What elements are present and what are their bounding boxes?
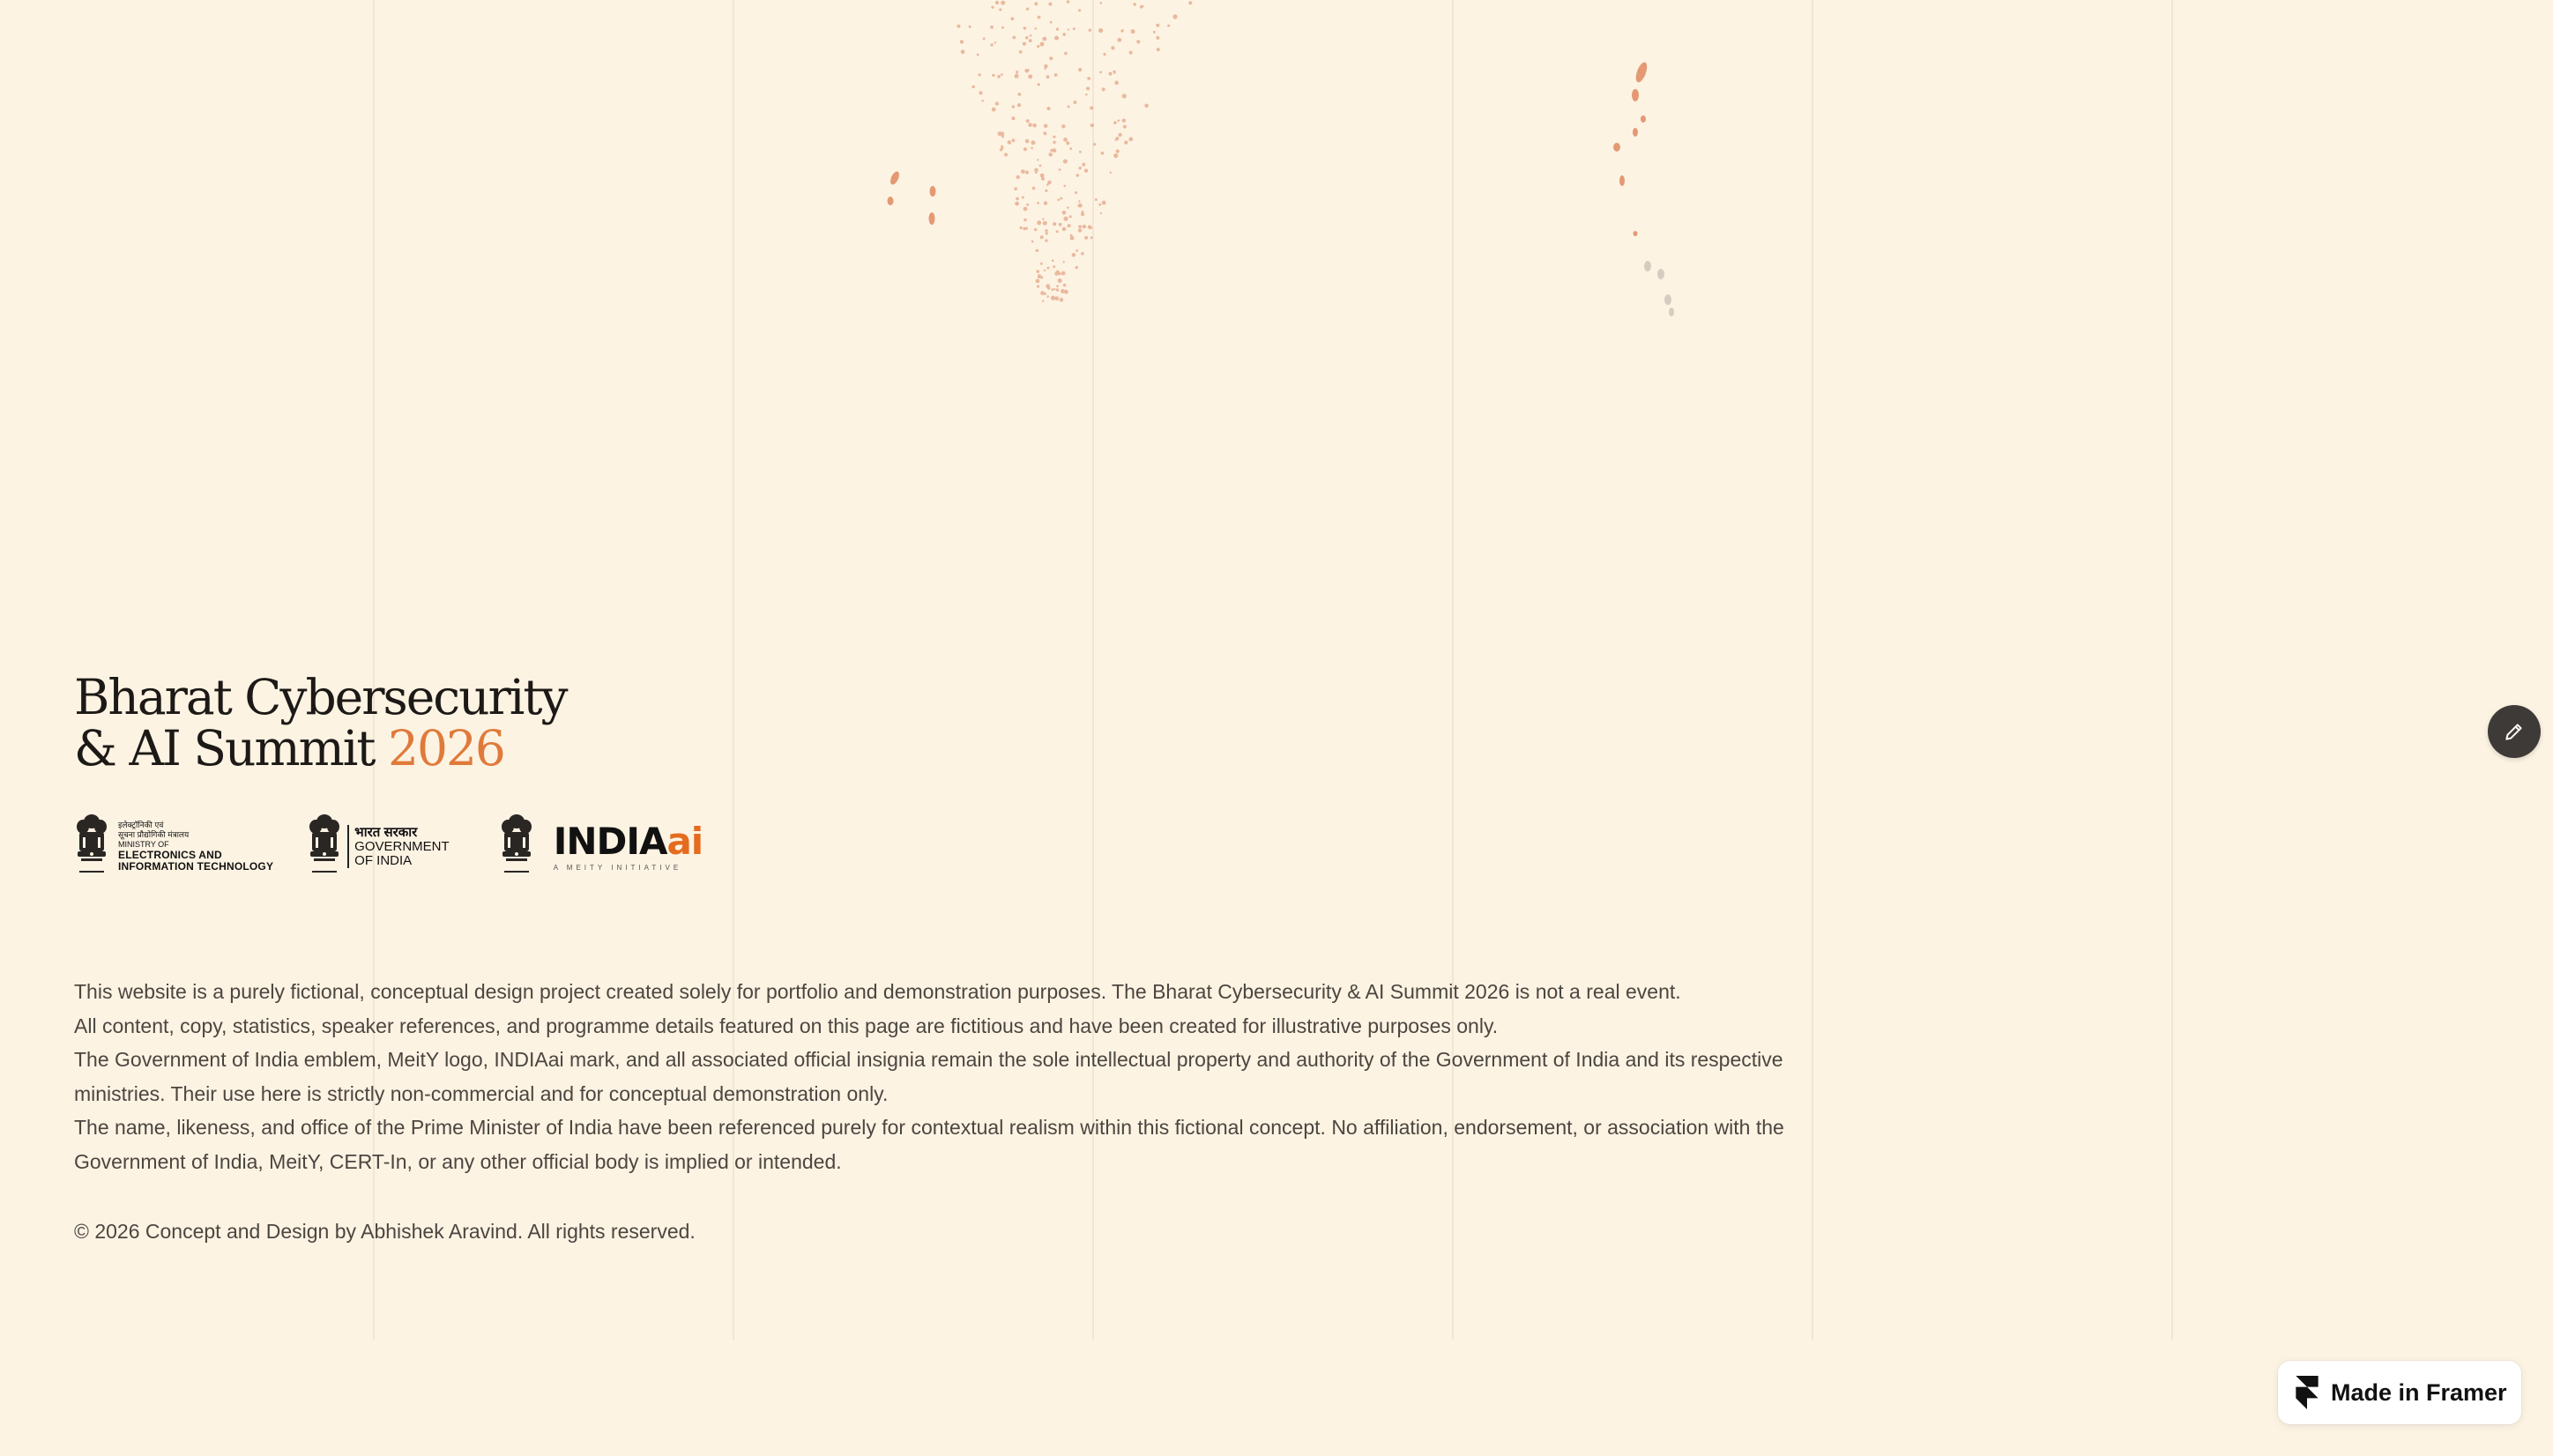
map-dot	[1113, 153, 1118, 158]
meity-ministry-of: MINISTRY OF	[118, 839, 169, 849]
map-dot	[1001, 145, 1003, 148]
map-dot	[1122, 93, 1127, 98]
map-dot	[1044, 124, 1048, 129]
map-dot	[1054, 73, 1058, 77]
meity-name-line1: ELECTRONICS AND	[118, 848, 222, 861]
map-dot	[1068, 28, 1069, 30]
map-dot	[992, 74, 994, 77]
map-dot	[1038, 274, 1041, 278]
map-dot	[1052, 259, 1054, 262]
pencil-icon	[2503, 720, 2526, 743]
map-dot	[1093, 143, 1096, 145]
map-dot	[1079, 151, 1082, 153]
map-dot	[991, 6, 994, 9]
goi-hindi: भारत सरकार	[354, 824, 418, 840]
goi-logo	[307, 813, 450, 880]
map-dot	[1076, 266, 1078, 269]
map-dot	[1098, 204, 1101, 206]
map-dot	[1053, 141, 1055, 144]
map-dot	[1142, 5, 1143, 7]
map-dot	[1048, 152, 1053, 157]
map-dot	[1076, 249, 1078, 252]
map-dot	[1086, 87, 1090, 91]
map-dot	[1046, 75, 1050, 78]
meity-wordmark	[118, 821, 273, 873]
map-dot	[1034, 228, 1037, 231]
map-dot	[1090, 107, 1093, 110]
map-dot	[1090, 123, 1094, 127]
map-dot	[1046, 295, 1049, 298]
map-dot	[1050, 149, 1053, 152]
map-dot	[1172, 14, 1177, 19]
map-dot	[1153, 31, 1156, 33]
map-dot	[1042, 218, 1044, 219]
indiaai-mark-india: INDIA	[553, 819, 667, 863]
map-dot	[1122, 119, 1126, 123]
map-dot	[1037, 159, 1038, 160]
map-dot	[1128, 137, 1133, 142]
map-dot	[1019, 50, 1023, 54]
disclaimer-paragraph: This website is a purely fictional, conceptual design project created solely for portfolio and demonstration purposes. The Bharat Cybersecurity & AI Summit 2026 is not a real event.	[74, 980, 1681, 1003]
map-dot	[1034, 2, 1038, 5]
map-dot	[1023, 207, 1028, 212]
map-dot	[1056, 288, 1059, 291]
map-dot	[1064, 291, 1067, 293]
map-dot	[1064, 52, 1068, 56]
map-dot	[1018, 93, 1022, 96]
map-dot	[1004, 153, 1008, 157]
map-dot	[1060, 197, 1062, 200]
map-dot	[1114, 81, 1119, 85]
map-dot	[1045, 239, 1047, 241]
map-dot	[1056, 271, 1060, 274]
map-dot	[1123, 125, 1127, 129]
map-dot	[1001, 1, 1005, 5]
map-dot	[1058, 198, 1061, 201]
map-dot	[1068, 106, 1070, 108]
map-dot	[1026, 69, 1029, 71]
goi-wordmark	[347, 825, 450, 868]
map-dot	[1026, 8, 1029, 11]
map-dot	[1029, 39, 1032, 42]
map-dot	[1078, 68, 1082, 71]
indiaai-wordmark	[554, 821, 703, 872]
map-dot	[1053, 265, 1055, 268]
map-dot	[1060, 298, 1064, 302]
map-dot	[1032, 187, 1036, 190]
disclaimer-paragraph: The Government of India emblem, MeitY logo, INDIAai mark, and all associated official insignia remain the sole intellectual property and authority of the Government of India and its respective ministries. Their use here is strictly non-commercial and for conceptual demonstration only.	[74, 1048, 1783, 1105]
map-dot	[1023, 26, 1027, 30]
map-dot	[1040, 174, 1045, 178]
map-dot	[1078, 9, 1081, 11]
page-title	[74, 669, 567, 776]
map-dot	[1066, 141, 1069, 145]
map-dot	[1099, 71, 1102, 74]
map-dot	[1124, 141, 1128, 145]
map-dot	[1079, 167, 1082, 169]
map-dot	[1026, 204, 1029, 206]
map-dot	[1046, 284, 1050, 288]
map-dot	[1011, 116, 1015, 120]
map-dot	[1131, 29, 1135, 33]
map-dot	[1032, 123, 1037, 128]
map-dot	[1011, 17, 1015, 20]
disclaimer-paragraph: The name, likeness, and office of the Prime Minister of India have been referenced purely for contextual realism within this fictional concept. No affiliation, endorsement, or association with the Government of India, MeitY, CERT-In, or any other official body is implied or intended.	[74, 1116, 1784, 1173]
map-dot	[1049, 56, 1053, 60]
map-dot	[979, 91, 983, 94]
map-dot	[1015, 202, 1019, 206]
map-dot	[1051, 296, 1055, 301]
map-dot	[1023, 42, 1026, 46]
map-dot	[1108, 72, 1112, 76]
map-dot	[1075, 191, 1077, 194]
map-dot	[1048, 3, 1052, 6]
map-dot	[1063, 160, 1068, 164]
map-dot	[1008, 140, 1012, 145]
map-dot	[1078, 228, 1082, 232]
map-dot	[1037, 45, 1039, 48]
map-dot	[994, 41, 996, 43]
map-dot	[1047, 267, 1050, 270]
map-dot	[1043, 131, 1046, 135]
map-dot	[1045, 68, 1046, 70]
map-dot	[1038, 16, 1041, 19]
title-year: 2026	[387, 720, 504, 776]
map-dot	[1038, 83, 1040, 85]
map-dot	[1083, 225, 1086, 228]
map-dot	[1021, 169, 1025, 174]
map-dot	[1059, 168, 1061, 171]
map-dot	[1063, 217, 1068, 221]
map-dot	[1098, 28, 1103, 33]
indiaai-logo	[499, 813, 703, 880]
framer-logo-icon	[2296, 1376, 2319, 1409]
meity-hindi-line2: सूचना प्रौद्योगिकी मंत्रालय	[118, 829, 190, 839]
map-dot	[1058, 279, 1062, 283]
map-dot	[1015, 74, 1019, 78]
map-dot	[1046, 107, 1050, 110]
map-dot	[1095, 198, 1098, 201]
map-dot	[1044, 293, 1046, 295]
map-dot	[1031, 241, 1034, 243]
title-line-2-text: & AI Summit	[74, 720, 375, 776]
map-dot	[1073, 27, 1076, 30]
map-dot	[1040, 235, 1044, 239]
map-dot	[1061, 124, 1065, 128]
map-dot	[1062, 211, 1067, 215]
map-dot	[1082, 163, 1085, 167]
map-dot	[1037, 220, 1041, 225]
map-dot	[1078, 225, 1082, 228]
map-dot	[1156, 36, 1159, 40]
map-dot	[1133, 3, 1136, 6]
map-dot	[1028, 74, 1032, 78]
map-dot	[1045, 189, 1047, 192]
map-dot	[1063, 284, 1067, 287]
map-dot	[969, 26, 971, 28]
meity-logo	[74, 813, 273, 880]
map-dot	[1044, 270, 1046, 271]
map-dot	[1103, 53, 1105, 56]
map-dot	[1040, 263, 1043, 265]
map-dot	[1118, 133, 1121, 137]
map-dot	[1022, 197, 1024, 199]
map-dot	[1046, 232, 1048, 234]
map-dot	[997, 75, 1001, 78]
map-dot	[1063, 137, 1068, 142]
map-dot	[983, 38, 986, 41]
map-dot	[1042, 300, 1044, 301]
map-dot	[1025, 139, 1030, 144]
map-dot	[978, 73, 980, 76]
map-dot	[1118, 120, 1120, 123]
map-dot	[1044, 64, 1047, 68]
map-dot	[1117, 38, 1121, 42]
map-dot	[1136, 40, 1140, 43]
title-line-1: Bharat Cybersecurity	[74, 669, 567, 725]
map-dot	[1031, 140, 1036, 145]
map-dot	[1012, 138, 1016, 142]
map-dot	[1113, 121, 1117, 124]
made-in-framer-badge[interactable]	[2278, 1361, 2521, 1424]
map-dot	[1089, 29, 1091, 32]
map-dot	[1188, 1, 1192, 4]
map-dot	[1036, 249, 1038, 252]
map-dot	[1081, 252, 1084, 256]
map-dot	[1044, 201, 1047, 204]
map-dot	[1111, 46, 1114, 49]
map-dot	[1001, 73, 1003, 76]
meity-hindi-line1: इलेक्ट्रॉनिकी एवं	[118, 820, 164, 829]
map-dot	[1020, 227, 1023, 229]
map-dot	[1053, 149, 1056, 152]
map-dot	[1039, 165, 1042, 167]
map-dot	[1053, 136, 1055, 138]
map-dot	[1070, 236, 1075, 241]
dotted-map-decoration	[0, 0, 2553, 353]
map-dot	[995, 1, 999, 4]
map-dot	[1102, 87, 1105, 91]
map-dot	[1054, 36, 1059, 41]
map-dot	[1157, 48, 1160, 51]
map-dot	[1050, 21, 1053, 24]
map-dot	[1040, 291, 1045, 295]
indiaai-tagline: A MEITY INITIATIVE	[553, 863, 682, 872]
national-emblem-icon	[499, 813, 534, 880]
map-dot	[1017, 103, 1021, 107]
map-dot	[1063, 185, 1066, 188]
map-dot	[1110, 172, 1112, 174]
map-dot	[971, 85, 975, 89]
edit-button[interactable]	[2488, 705, 2541, 758]
map-dot	[1051, 288, 1053, 291]
map-dot	[1037, 285, 1039, 287]
map-dot	[957, 25, 961, 28]
map-dot	[1078, 200, 1080, 202]
copyright-text: © 2026 Concept and Design by Abhishek Aravind. All rights reserved.	[74, 1220, 696, 1243]
meity-name-line2: INFORMATION TECHNOLOGY	[118, 859, 274, 873]
map-dot	[1062, 227, 1067, 232]
indiaai-mark	[554, 821, 703, 862]
partner-logos	[74, 811, 703, 881]
map-dot	[1120, 30, 1123, 33]
map-dot	[1036, 279, 1040, 283]
map-dot	[1053, 222, 1056, 226]
map-dot	[990, 43, 993, 46]
map-dot	[1059, 223, 1062, 227]
map-dot	[1056, 27, 1059, 30]
map-dot	[1025, 36, 1029, 40]
map-dot	[1084, 169, 1088, 173]
national-emblem-icon	[74, 813, 109, 880]
map-dot	[1068, 224, 1071, 227]
map-dot	[1085, 93, 1088, 96]
map-dot	[1043, 37, 1047, 41]
map-dot	[1156, 24, 1159, 27]
map-dot	[1069, 147, 1072, 150]
map-dot	[1055, 273, 1058, 276]
map-dot	[1056, 285, 1059, 287]
map-dot	[1016, 175, 1020, 179]
map-dot	[982, 100, 985, 102]
map-dot	[1072, 253, 1076, 257]
map-dot	[1031, 147, 1033, 150]
map-dot	[1025, 227, 1028, 230]
map-dot	[1067, 206, 1069, 209]
map-dot	[1090, 236, 1093, 239]
map-dot	[1025, 171, 1029, 175]
map-dot	[1043, 221, 1047, 226]
map-dot	[1100, 212, 1102, 214]
map-dot	[1028, 123, 1032, 127]
goi-line1: GOVERNMENT	[354, 838, 450, 854]
map-dot	[1144, 104, 1149, 108]
map-dot	[1101, 152, 1105, 155]
map-dot	[1100, 2, 1103, 4]
map-dot	[1084, 236, 1088, 240]
map-dot	[1088, 225, 1091, 228]
map-dot	[1102, 201, 1106, 205]
map-dot	[1056, 297, 1059, 300]
map-dot	[1023, 147, 1027, 151]
map-dot	[1078, 204, 1083, 208]
map-dot	[1053, 288, 1055, 290]
map-dot	[1016, 197, 1019, 201]
map-dot	[1056, 230, 1059, 233]
map-dot	[1061, 271, 1066, 276]
map-dot	[1035, 27, 1038, 30]
map-dot	[1026, 119, 1030, 123]
map-dot	[961, 49, 965, 54]
map-dot	[1088, 78, 1090, 80]
national-emblem-icon	[307, 813, 342, 880]
map-dot	[1016, 71, 1018, 73]
map-dot	[1014, 187, 1017, 190]
map-dot	[1081, 212, 1084, 216]
map-dot	[1062, 33, 1066, 36]
map-dot	[1045, 229, 1047, 232]
title-line-2	[74, 720, 567, 776]
map-dot	[1073, 100, 1076, 104]
map-dot	[1115, 138, 1118, 141]
map-dot	[999, 8, 1001, 11]
map-dot	[1035, 171, 1038, 174]
map-dot	[1046, 183, 1049, 186]
disclaimer-paragraph: All content, copy, statistics, speaker references, and programme details featured on this page are fictitious and have been created for illustrative purposes only.	[74, 1014, 1499, 1037]
map-dot	[1167, 25, 1170, 27]
map-dot	[995, 101, 999, 105]
map-dot	[1069, 215, 1072, 218]
map-dot	[1113, 71, 1115, 73]
map-dot	[1037, 270, 1040, 273]
disclaimer	[74, 975, 1837, 1178]
map-dot	[1012, 105, 1015, 108]
map-dot	[1129, 51, 1133, 55]
map-dot	[960, 40, 964, 43]
map-dot	[1067, 0, 1070, 4]
map-dot	[992, 108, 996, 112]
goi-line2: OF INDIA	[354, 852, 413, 868]
map-dot	[1040, 42, 1045, 47]
map-dot	[1001, 26, 1004, 29]
map-dot	[977, 54, 979, 56]
map-dot	[1076, 174, 1080, 177]
made-in-framer-label: Made in Framer	[2331, 1378, 2507, 1406]
map-dot	[1037, 202, 1039, 204]
indiaai-mark-ai: ai	[666, 819, 703, 863]
map-dot	[1012, 36, 1016, 40]
map-dot	[1062, 261, 1064, 263]
map-dot	[1030, 34, 1032, 37]
map-dot	[1023, 219, 1027, 222]
map-dot	[1116, 150, 1120, 153]
map-dot	[998, 131, 1002, 136]
map-dot	[990, 26, 994, 29]
